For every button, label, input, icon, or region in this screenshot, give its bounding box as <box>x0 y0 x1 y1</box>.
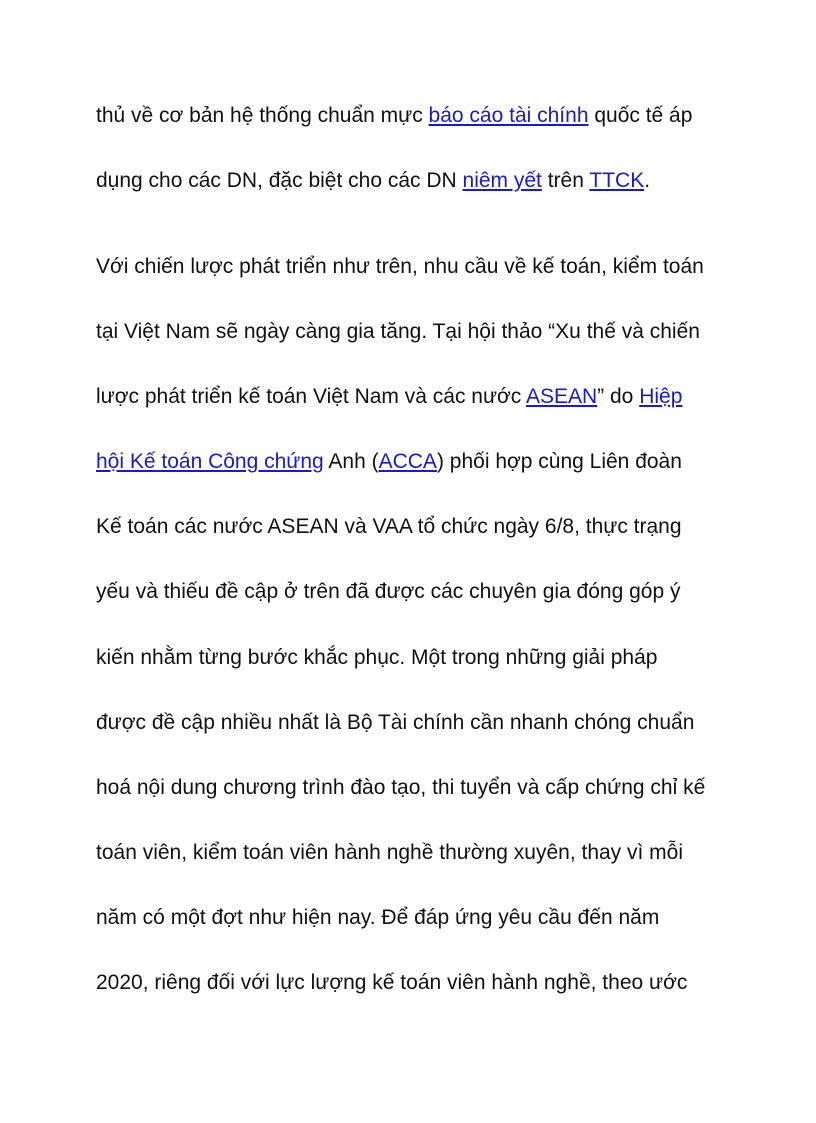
text-line: kiến nhằm từng bước khắc phục. Một trong những giải pháp <box>96 646 658 669</box>
text-segment: lược phát triển kế toán Việt Nam và các nước <box>96 385 526 408</box>
link-niem-yet[interactable]: niêm yết <box>462 169 542 192</box>
text-line: được đề cập nhiều nhất là Bộ Tài chính cần nhanh chóng chuẩn <box>96 711 695 734</box>
text-line: yếu và thiếu đề cập ở trên đã được các chuyên gia đóng góp ý <box>96 580 681 603</box>
text-segment: quốc tế áp <box>588 104 693 127</box>
text-line: tại Việt Nam sẽ ngày càng gia tăng. Tại hội thảo “Xu thế và chiến <box>96 320 700 343</box>
text-line <box>96 383 682 411</box>
text-segment: Anh ( <box>323 450 379 473</box>
link-asean[interactable]: ASEAN <box>525 385 598 408</box>
text-segment: . <box>644 169 651 192</box>
text-segment: dụng cho các DN, đặc biệt cho các DN <box>96 169 463 192</box>
link-acca[interactable]: ACCA <box>378 450 437 473</box>
link-bao-cao-tai-chinh[interactable]: báo cáo tài chính <box>428 104 589 127</box>
text-segment: ” do <box>597 385 640 408</box>
text-line: hoá nội dung chương trình đào tạo, thi tuyển và cấp chứng chỉ kế <box>96 776 706 799</box>
text-segment: thủ về cơ bản hệ thống chuẩn mực <box>96 104 429 127</box>
link-ttck[interactable]: TTCK <box>589 169 645 192</box>
text-segment: trên <box>541 169 590 192</box>
link-hiep-hoi-part2[interactable]: hội Kế toán Công chứng <box>96 450 324 473</box>
text-line: năm có một đợt như hiện nay. Để đáp ứng yêu cầu đến năm <box>96 906 660 929</box>
text-line: 2020, riêng đối với lực lượng kế toán viên hành nghề, theo ước <box>96 971 688 994</box>
text-line <box>96 448 682 476</box>
text-line <box>96 102 692 130</box>
text-line <box>96 167 650 195</box>
text-line: Kế toán các nước ASEAN và VAA tổ chức ngày 6/8, thực trạng <box>96 515 682 538</box>
text-line: Với chiến lược phát triển như trên, nhu cầu về kế toán, kiểm toán <box>96 255 704 278</box>
link-hiep-hoi-part1[interactable]: Hiệp <box>639 385 683 408</box>
text-segment: ) phối hợp cùng Liên đoàn <box>436 450 682 473</box>
text-line: toán viên, kiểm toán viên hành nghề thường xuyên, thay vì mỗi <box>96 841 684 864</box>
